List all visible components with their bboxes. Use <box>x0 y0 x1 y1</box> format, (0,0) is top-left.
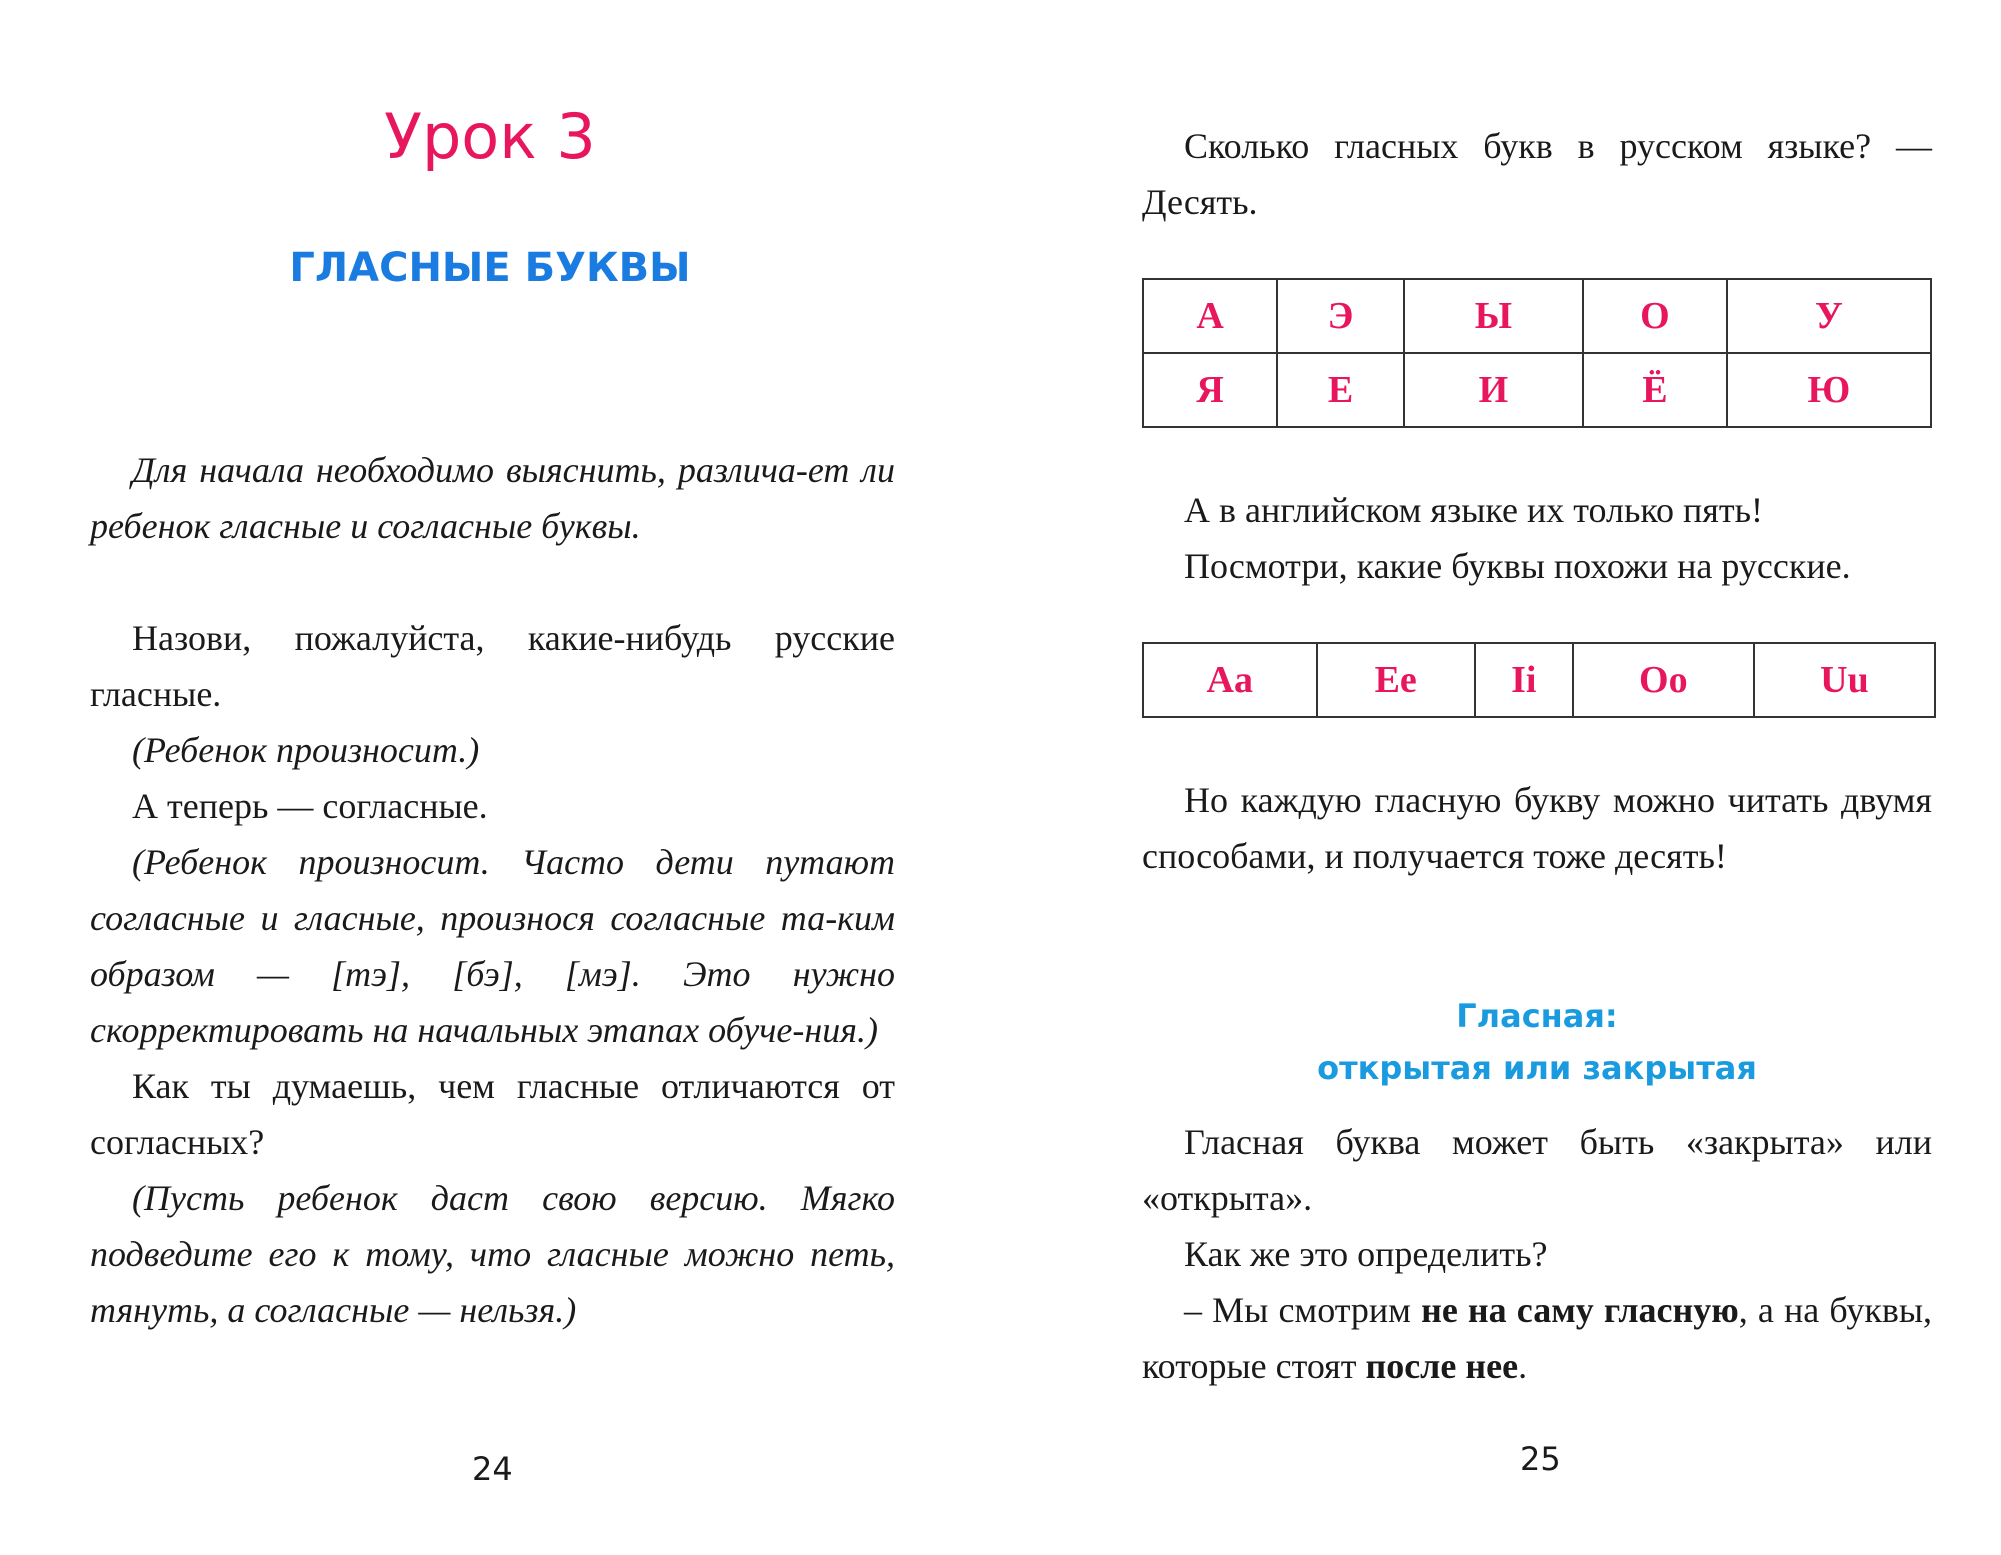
vowel-cell: Ee <box>1317 643 1475 717</box>
vowel-cell: Е <box>1277 353 1404 427</box>
subtitle-line: открытая или закрытая <box>1317 1049 1757 1087</box>
emphasis: не на саму гласную <box>1421 1290 1739 1330</box>
parent-note: (Ребенок произносит.) <box>132 730 480 770</box>
table-row <box>1143 353 1931 427</box>
vowel-cell: Э <box>1277 279 1404 353</box>
paragraph <box>1142 1282 1932 1394</box>
paragraph: Как же это определить? <box>1184 1234 1548 1274</box>
question: Сколько гласных букв в русском языке? — Десять. <box>1142 126 1932 222</box>
left-page <box>0 0 1000 1555</box>
left-body <box>90 610 895 1338</box>
paragraph: Как ты думаешь, чем гласные отличаются от согласных? <box>90 1066 895 1162</box>
vowel-cell: Ы <box>1404 279 1583 353</box>
vowel-cell: Uu <box>1754 643 1935 717</box>
paragraph: А в английском языке их только пять! <box>1184 490 1764 530</box>
paragraph: Но каждую гласную букву можно читать двумя способами, и получается тоже десять! <box>1142 780 1932 876</box>
vowel-cell: У <box>1727 279 1931 353</box>
right-page <box>1000 0 2001 1555</box>
right-body <box>1142 1114 1932 1394</box>
page-number: 25 <box>1520 1440 1561 1478</box>
paragraph: Гласная буква может быть «закрыта» или «открыта». <box>1142 1122 1932 1218</box>
parent-note: (Пусть ребенок даст свою версию. Мягко подведите его к тому, что гласные можно петь, тянуть, а согласные — нельзя.) <box>90 1178 895 1330</box>
lesson-title: Урок 3 <box>384 100 596 173</box>
intro-note: Для начала необходимо выяснить, различа-ет ли ребенок гласные и согласные буквы. <box>90 450 895 546</box>
table-row <box>1143 279 1931 353</box>
vowel-cell: Aa <box>1143 643 1317 717</box>
russian-vowels-table <box>1142 278 1932 428</box>
vowel-cell: Ю <box>1727 353 1931 427</box>
vowel-cell: Я <box>1143 353 1277 427</box>
paragraph: А теперь — согласные. <box>132 786 488 826</box>
subtitle <box>1142 990 1932 1094</box>
vowel-cell: А <box>1143 279 1277 353</box>
paragraph: Назови, пожалуйста, какие-нибудь русские гласные. <box>90 618 895 714</box>
page-number: 24 <box>472 1450 513 1488</box>
text-run: – Мы смотрим <box>1184 1290 1422 1330</box>
emphasis: после нее <box>1365 1346 1519 1386</box>
text-run: . <box>1518 1346 1528 1386</box>
section-title: ГЛАСНЫЕ БУКВЫ <box>289 245 691 291</box>
vowel-cell: Ii <box>1475 643 1573 717</box>
english-intro <box>1142 482 1932 594</box>
vowel-cell: И <box>1404 353 1583 427</box>
table-row <box>1143 643 1935 717</box>
vowel-cell: Oo <box>1573 643 1754 717</box>
vowel-cell: О <box>1583 279 1727 353</box>
paragraph: Посмотри, какие буквы похожи на русские. <box>1184 546 1851 586</box>
vowel-cell: Ё <box>1583 353 1727 427</box>
parent-note: (Ребенок произносит. Часто дети путают согласные и гласные, произнося согласные та-ким образом — [тэ], [бэ], [мэ]. Это нужно скорректировать на начальных этапах обуче-ния.) <box>90 842 895 1050</box>
text-run: , а на буквы, которые стоят <box>1142 1290 1933 1386</box>
subtitle-line: Гласная: <box>1456 997 1618 1035</box>
english-vowels-table <box>1142 642 1936 718</box>
